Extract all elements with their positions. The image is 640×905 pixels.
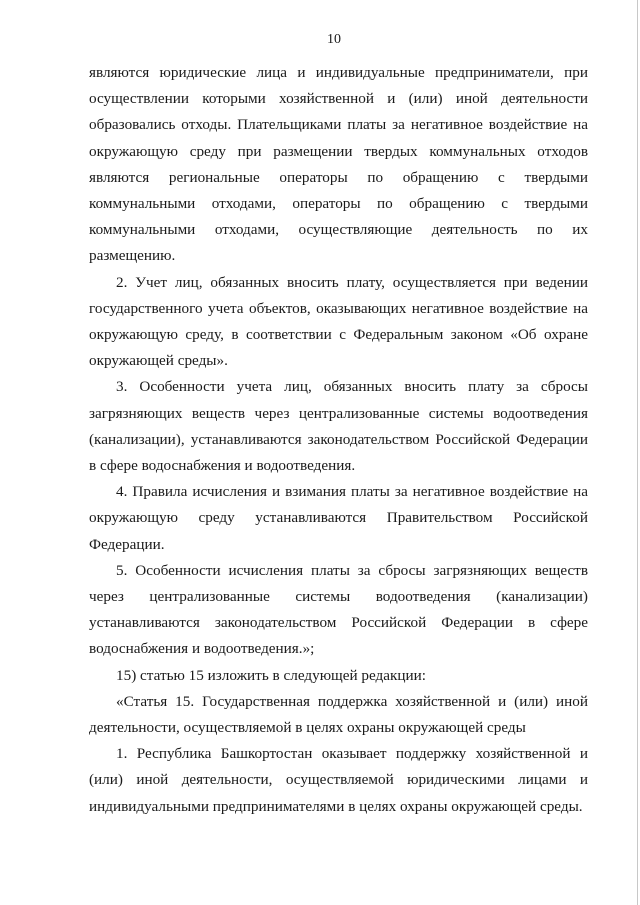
paragraph-item-5: 5. Особенности исчисления платы за сбросы загрязняющих веществ через централизованные системы водоотведения (канализации) устанавливаются законодательством Российской Федерации в сфере водоснабжения и водоотведения.»;: [89, 561, 588, 658]
document-body: [89, 60, 588, 820]
article-15-heading: «Статья 15. Государственная поддержка хозяйственной и (или) иной деятельности, осуществляемой в целях охраны окружающей среды: [89, 692, 588, 737]
paragraph-item-4: 4. Правила исчисления и взимания платы за негативное воздействие на окружающую среду устанавливаются Правительством Российской Федерации.: [89, 483, 588, 553]
paragraph-item-3: 3. Особенности учета лиц, обязанных вносить плату за сбросы загрязняющих веществ через централизованные системы водоотведения (канализации), устанавливаются законодательством Российской Федерации в сфере водоснабжения и водоотведения.: [89, 378, 588, 475]
paragraph-item-2: 2. Учет лиц, обязанных вносить плату, осуществляется при ведении государственного учета объектов, оказывающих негативное воздействие на окружающую среду, в соответствии с Федеральным законом «Об охране окружающей среды».: [89, 273, 588, 370]
paragraph-amendment-15: 15) статью 15 изложить в следующей редакции:: [116, 666, 426, 684]
article-15-item-1: 1. Республика Башкортостан оказывает поддержку хозяйственной и (или) иной деятельности, осуществляемой юридическими лицами и индивидуальными предпринимателями в целях охраны окружающей среды.: [89, 745, 588, 815]
page-edge: [637, 0, 638, 905]
page-number: 10: [327, 32, 341, 47]
paragraph-continuation: являются юридические лица и индивидуальные предприниматели, при осуществлении которыми хозяйственной и (или) иной деятельности образовались отходы. Плательщиками платы за негативное воздействие на окружающую среду при размещении твердых коммунальных отходов являются региональные операторы по обращению с твердыми коммунальными отходами, операторы по обращению с твердыми коммунальными отходами, осуществляющие деятельность по их размещению.: [89, 64, 588, 265]
